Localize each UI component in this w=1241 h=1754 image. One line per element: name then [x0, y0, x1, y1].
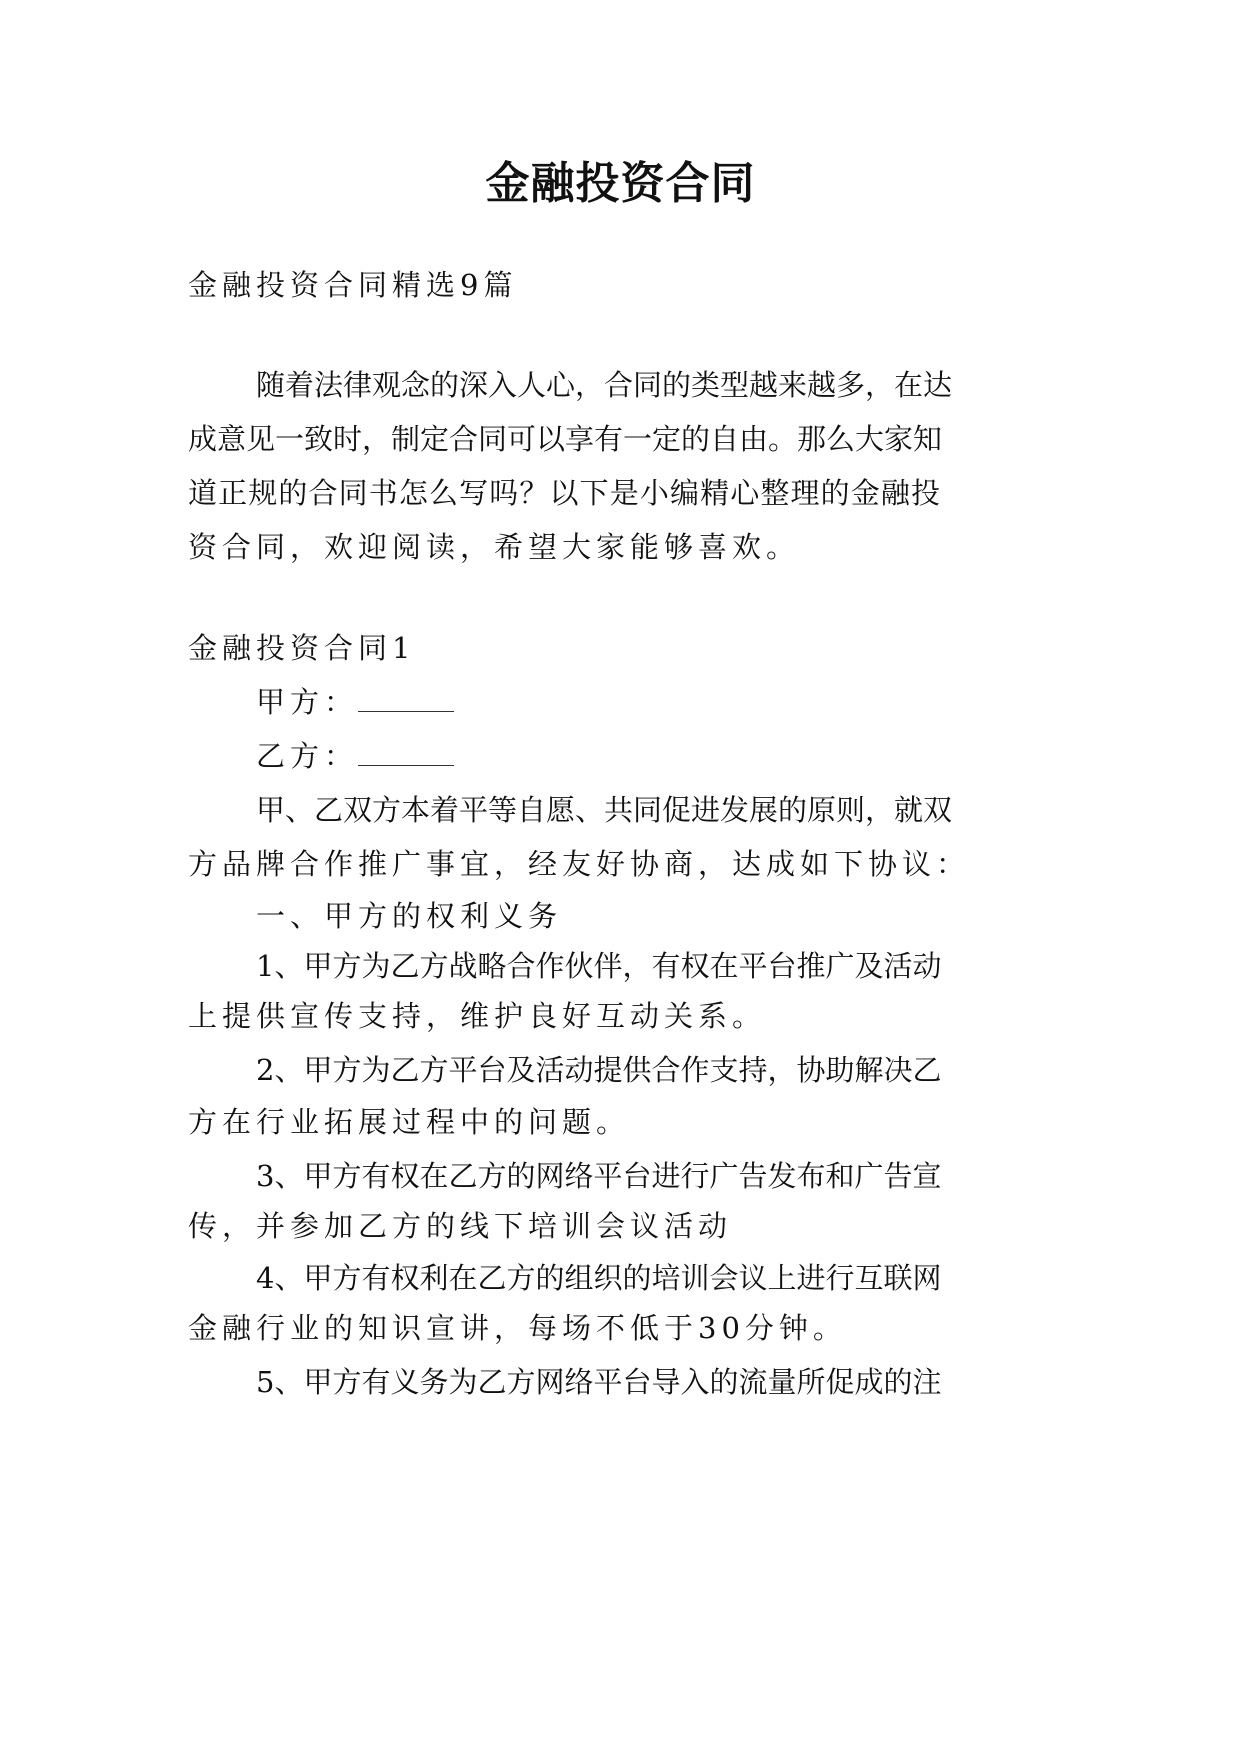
- document-title: 金融投资合同: [485, 158, 756, 209]
- party-b-blank: [358, 737, 454, 766]
- clause-line: 2、甲方为乙方平台及活动提供合作支持，协助解决乙: [256, 1053, 942, 1087]
- clause-line: 4、甲方有权利在乙方的组织的培训会议上进行互联网: [256, 1261, 942, 1295]
- clause-heading: 一、甲方的权利义务: [256, 899, 563, 933]
- party-a-line: [256, 682, 1126, 722]
- intro-line: 资合同，欢迎阅读，希望大家能够喜欢。: [188, 530, 801, 564]
- intro-line: 成意见一致时，制定合同可以享有一定的自由。那么大家知: [188, 422, 943, 456]
- clause-line: 上提供宣传支持，维护良好互动关系。: [188, 999, 767, 1033]
- party-b-label: 乙方：: [256, 739, 359, 773]
- clause-line: 3、甲方有权在乙方的网络平台进行广告发布和广告宣: [256, 1159, 942, 1193]
- agreement-line: 甲、乙双方本着平等自愿、共同促进发展的原则，就双: [256, 793, 953, 827]
- intro-line: 道正规的合同书怎么写吗？以下是小编精心整理的金融投: [188, 476, 940, 510]
- document-subtitle: 金融投资合同精选9篇: [188, 268, 518, 302]
- clause-line: 1、甲方为乙方战略合作伙伴，有权在平台推广及活动: [256, 949, 942, 983]
- party-a-label: 甲方：: [256, 685, 359, 719]
- party-a-blank: [358, 683, 454, 712]
- clause-line: 金融行业的知识宣讲，每场不低于30分钟。: [188, 1311, 847, 1345]
- clause-line: 5、甲方有义务为乙方网络平台导入的流量所促成的注: [256, 1365, 942, 1399]
- party-b-line: [256, 736, 1126, 776]
- section-heading: 金融投资合同1: [188, 631, 416, 665]
- intro-line: 随着法律观念的深入人心，合同的类型越来越多，在达: [256, 368, 953, 402]
- agreement-line: 方品牌合作推广事宜，经友好协商，达成如下协议：: [188, 847, 971, 881]
- clause-line: 传，并参加乙方的线下培训会议活动: [188, 1209, 733, 1243]
- clause-line: 方在行业拓展过程中的问题。: [188, 1105, 631, 1139]
